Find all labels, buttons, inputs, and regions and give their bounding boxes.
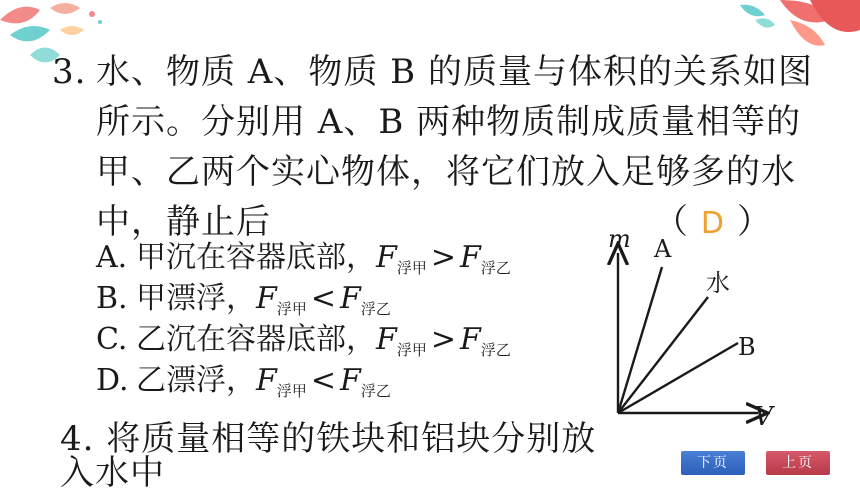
question-text: 水、物质 A、物质 B 的质量与体积的关系如图: [96, 52, 813, 92]
question-text: 中，静止后: [96, 202, 271, 242]
next-question-fragment: 4. 将质量相等的铁块和铝块分别放入水中: [60, 419, 597, 493]
question-number: 3.: [52, 52, 87, 92]
line-a-label: A: [654, 235, 672, 263]
question-text: 所示。分别用 A、B 两种物质制成质量相等的: [96, 102, 802, 142]
question-line: [52, 97, 802, 147]
question-line: [52, 147, 796, 197]
option-c: C. 乙沉在容器底部，$F_{浮甲} > F_{浮乙}$: [96, 322, 511, 359]
line-water: [618, 297, 708, 413]
y-axis-label: m: [608, 225, 631, 253]
line-b-label: B: [738, 333, 756, 361]
question-stem: [52, 47, 813, 247]
prev-page-button[interactable]: 上页: [766, 451, 830, 475]
option-a: A. 甲沉在容器底部，$F_{浮甲} > F_{浮乙}$: [96, 240, 511, 277]
answer-bracket: （ D ）: [654, 197, 772, 249]
next-page-button[interactable]: 下页: [681, 451, 745, 475]
option-d: D. 乙漂浮，$F_{浮甲} < F_{浮乙}$: [96, 363, 391, 400]
options-list: [96, 237, 511, 401]
question-text: 甲、乙两个实心物体，将它们放入足够多的水: [96, 152, 796, 192]
mass-volume-graph: [600, 225, 780, 430]
line-water-label: 水: [706, 269, 730, 297]
answer-letter: D: [700, 206, 725, 241]
question-line: [52, 47, 813, 97]
x-axis-label: V: [754, 402, 773, 432]
option-b: B. 甲漂浮，$F_{浮甲} < F_{浮乙}$: [96, 281, 391, 318]
leaf-icon: [740, 0, 860, 46]
